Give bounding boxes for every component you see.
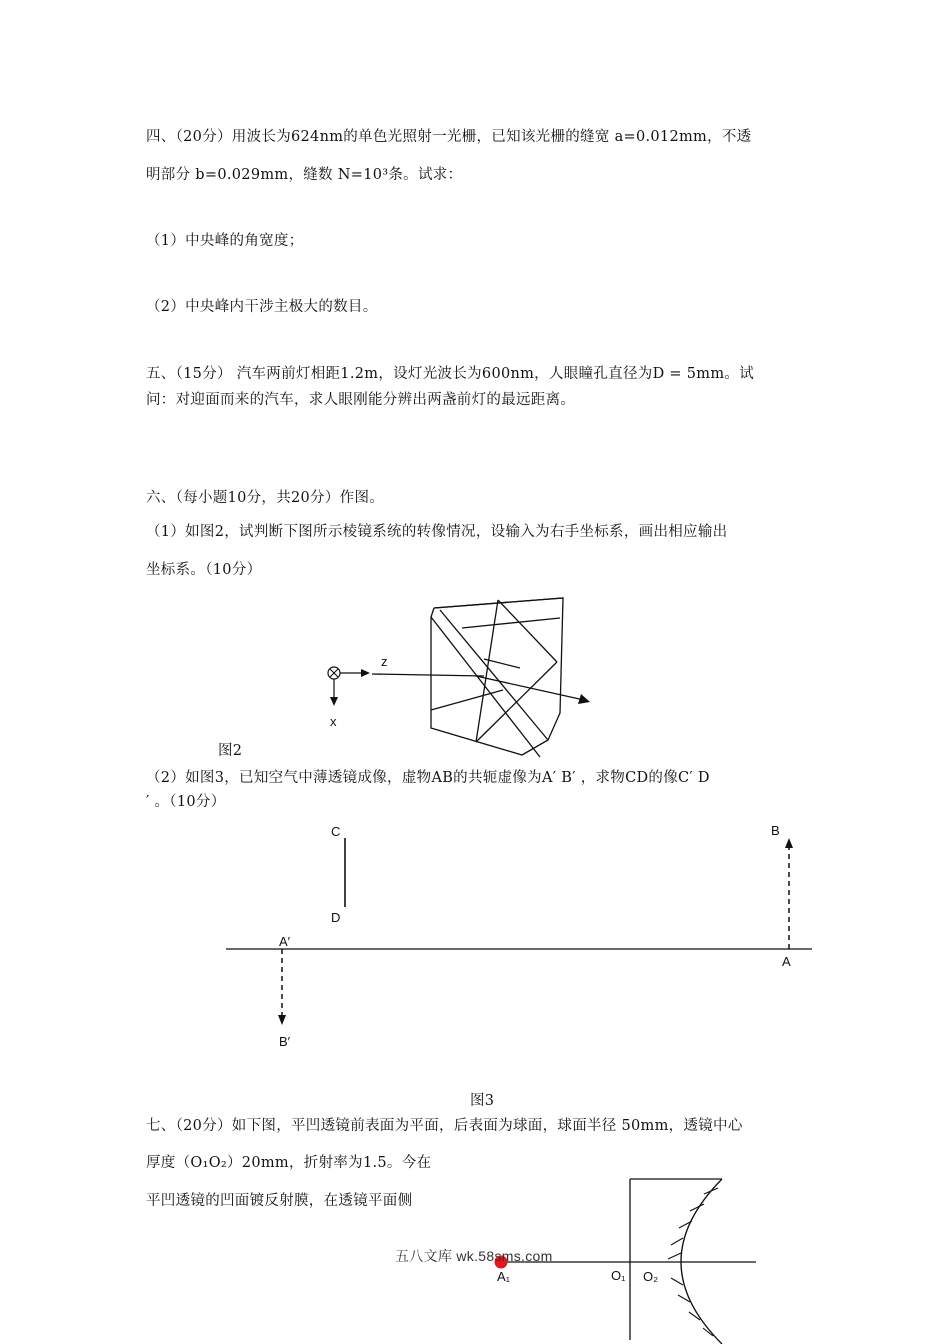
- fig3-caption: 图3: [470, 1093, 495, 1109]
- q4-sub2: （2）中央峰内干涉主极大的数目。: [146, 299, 378, 315]
- label-c: C: [331, 824, 341, 839]
- q5-line1: 五、（15分） 汽车两前灯相距1.2m，设灯光波长为600nm，人眼瞳孔直径为D = 5mm。试: [146, 366, 754, 382]
- watermark: 五八文库 wk.58sms.com: [395, 1248, 553, 1264]
- q6-sub1-line2: 坐标系。（10分）: [146, 562, 262, 578]
- q6-sub1-line1: （1）如图2，试判断下图所示棱镜系统的转像情况，设输入为右手坐标系，画出相应输出: [146, 524, 728, 540]
- q7-line1: 七、（20分）如下图，平凹透镜前表面为平面，后表面为球面，球面半径 50mm，透镜中心: [146, 1118, 743, 1134]
- label-b-prime: B′: [279, 1034, 291, 1049]
- label-d: D: [331, 910, 341, 925]
- q5-line2: 问：对迎面而来的汽车，求人眼刚能分辨出两盏前灯的最远距离。: [146, 392, 576, 408]
- q4-line1: 四、（20分）用波长为624nm的单色光照射一光栅，已知该光栅的缝宽 a=0.012mm，不透: [146, 129, 752, 145]
- label-a: A: [782, 954, 791, 969]
- label-x: x: [330, 714, 337, 729]
- q6-sub2-line1: （2）如图3，已知空气中薄透镜成像，虚物AB的共轭虚像为A′ B′ ，求物CD的像C′ D: [146, 770, 710, 786]
- q4-sub1: （1）中央峰的角宽度；: [146, 233, 304, 249]
- q6-sub2-line2: ′ 。（10分）: [146, 794, 226, 810]
- q6-head: 六、（每小题10分，共20分）作图。: [146, 490, 385, 506]
- label-a-prime: A′: [279, 934, 291, 949]
- q7-line2: 厚度（O₁O₂）20mm，折射率为1.5。今在: [146, 1155, 432, 1171]
- label-b: B: [771, 823, 780, 838]
- q7-line3: 平凹透镜的凹面镀反射膜，在透镜平面侧: [146, 1193, 413, 1209]
- fig2-caption: 图2: [218, 743, 243, 759]
- label-a1: A₁: [497, 1269, 511, 1284]
- label-z: z: [381, 654, 388, 669]
- q4-line2: 明部分 b=0.029mm，缝数 N=10³条。试求：: [146, 167, 463, 183]
- label-o1: O₁: [611, 1268, 626, 1283]
- label-o2: O₂: [643, 1269, 659, 1284]
